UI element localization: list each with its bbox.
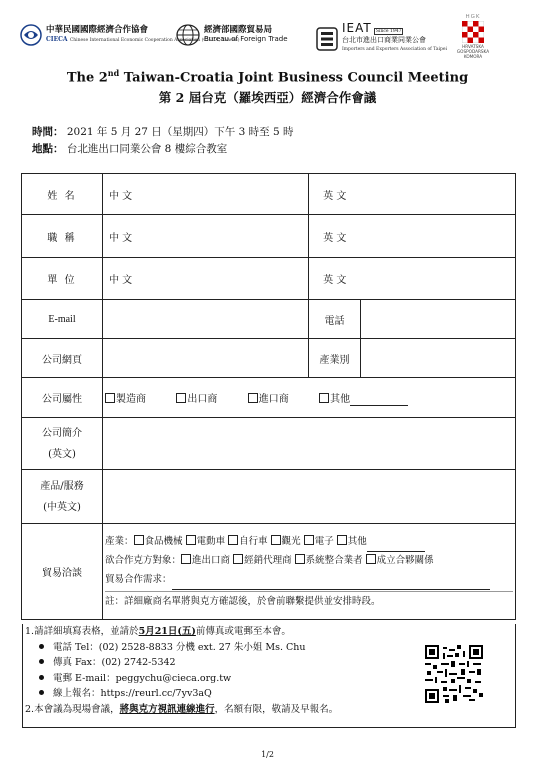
note-1 — [25, 624, 515, 640]
note-1-end: 前傳真或電郵至本會。 — [195, 626, 291, 637]
intro-row — [22, 418, 516, 470]
other-industry-label: 其他 — [347, 536, 367, 547]
ieat-since: Since 1947 — [375, 29, 402, 34]
intro-field[interactable] — [103, 418, 516, 470]
manufacturer-option-label: 製造商 — [116, 393, 146, 405]
ieat-emblem-icon — [316, 27, 338, 51]
boft-name: 經濟部國際貿易局 — [204, 25, 273, 35]
hgk-line1: HRVATSKA — [462, 44, 484, 49]
trade-row — [22, 524, 516, 620]
globe-icon — [176, 24, 200, 46]
hgk-abbr: HGK — [465, 14, 481, 20]
website-label: 公司網頁 — [22, 339, 103, 378]
hgk-logo — [455, 14, 491, 59]
product-row — [22, 470, 516, 524]
integrator-checkbox[interactable] — [295, 554, 305, 564]
page-number: 1/2 — [261, 750, 274, 759]
bicycle-label: 自行車 — [239, 536, 268, 547]
bullet-icon — [39, 644, 44, 649]
job-title-en-label: 英 文 — [309, 215, 361, 258]
product-label-line1: 產品/服務 — [40, 480, 84, 492]
hgk-line3: KOMORA — [463, 54, 483, 59]
ieat-zh: 台北市進出口商業同業公會 — [342, 36, 426, 44]
product-label-line2: (中英文) — [43, 501, 81, 513]
fax-text: 傳真 Fax：(02) 2742-5342 — [53, 657, 176, 668]
electronics-label: 電子 — [314, 536, 334, 547]
job-title-en-field[interactable] — [361, 215, 516, 258]
electronics-checkbox[interactable] — [304, 535, 314, 545]
trade-note: 註：詳細廠商名單將與克方確認後，於會前聯繫提供並安排時段。 — [105, 591, 513, 611]
other-industry-field[interactable] — [367, 532, 425, 552]
meeting-place — [32, 141, 227, 156]
partner-label: 欲合作克方對象： — [105, 555, 182, 566]
title-prefix: The 2 — [66, 70, 108, 86]
note-2 — [25, 702, 515, 718]
name-en-field[interactable] — [361, 174, 516, 215]
importer-option-label: 進口商 — [258, 393, 289, 405]
title-rest: Taiwan-Croatia Joint Business Council Meeting — [119, 70, 469, 86]
page-title-zh: 第 2 屆台克（羅埃西亞）經濟合作會議 — [158, 90, 377, 105]
note-1-start: 1.請詳細填寫表格，並請於 — [25, 626, 139, 637]
other-attribute-option-label: 其他 — [330, 393, 351, 405]
attribute-row — [22, 378, 516, 418]
online-registration-link[interactable]: 線上報名：https://reurl.cc/7yv3aQ — [53, 688, 212, 699]
distributor-label: 經銷代理商 — [244, 555, 292, 566]
product-field[interactable] — [103, 470, 516, 524]
partnership-checkbox[interactable] — [366, 554, 376, 564]
industry-label: 產業別 — [309, 339, 361, 378]
trade-details — [103, 524, 516, 620]
website-field[interactable] — [103, 339, 309, 378]
exporter-checkbox[interactable] — [176, 393, 186, 403]
trade-industry-line — [105, 532, 513, 551]
company-label: 單 位 — [22, 258, 103, 300]
tourism-checkbox[interactable] — [271, 535, 281, 545]
hgk-line2: GOSPODARSKA — [456, 49, 490, 54]
bullet-icon — [39, 659, 44, 664]
ieat-name: IEAT — [342, 21, 372, 35]
industry-field[interactable] — [361, 339, 516, 378]
food-machinery-label: 食品機械 — [144, 536, 183, 547]
company-zh-label: 中 文 — [103, 258, 155, 300]
time-value: 2021 年 5 月 27 日（星期四）下午 3 時至 5 時 — [66, 126, 294, 138]
need-field[interactable] — [172, 570, 490, 590]
name-en-label: 英 文 — [309, 174, 361, 215]
job-title-zh-field[interactable] — [155, 215, 309, 258]
deadline-date: 5月21日(五) — [138, 626, 196, 637]
company-row — [22, 258, 516, 300]
email-label: E-mail — [22, 300, 103, 339]
tel-text: 電話 Tel：(02) 2528-8833 分機 ext. 27 朱小姐 Ms. Chu — [53, 641, 306, 653]
company-en-field[interactable] — [361, 258, 516, 300]
ev-checkbox[interactable] — [186, 535, 196, 545]
bicycle-checkbox[interactable] — [228, 535, 238, 545]
import-export-label: 進出口商 — [192, 555, 231, 566]
title-sup: nd — [107, 68, 120, 78]
phone-label: 電話 — [309, 300, 361, 339]
cieca-emblem-icon — [20, 24, 42, 46]
importer-checkbox[interactable] — [248, 393, 258, 403]
ieat-subtitle: Importers and Exporters Association of Taipei — [342, 47, 448, 52]
name-row — [22, 174, 516, 215]
job-title-zh-label: 中 文 — [103, 215, 155, 258]
boft-logo — [176, 24, 288, 46]
note-2-end: ，名額有限，敬請及早報名。 — [214, 703, 339, 715]
partnership-label: 成立合夥關係 — [376, 555, 434, 566]
job-title-row — [22, 215, 516, 258]
intro-label-line2: (英文) — [48, 448, 76, 460]
place-value: 台北進出口同業公會 8 樓綜合教室 — [66, 143, 228, 155]
name-label: 姓 名 — [22, 174, 103, 215]
distributor-checkbox[interactable] — [233, 554, 243, 564]
exporter-option-label: 出口商 — [187, 393, 218, 405]
email-text[interactable]: 電郵 E-mail：peggychu@cieca.org.tw — [53, 672, 232, 684]
cieca-subtitle: Chinese International Economic Cooperation Association (CIECA, Taiwan) — [69, 37, 240, 43]
other-attribute-field[interactable] — [350, 394, 408, 406]
intro-label-line1: 公司簡介 — [42, 427, 82, 439]
trade-industry-label: 產業： — [105, 536, 134, 547]
meeting-time — [32, 124, 294, 139]
phone-field[interactable] — [361, 300, 516, 339]
page-title-en — [0, 68, 535, 85]
qr-code-icon[interactable] — [425, 645, 483, 703]
integrator-label: 系統整合業者 — [305, 555, 363, 566]
import-export-checkbox[interactable] — [181, 554, 191, 564]
cieca-name: 中華民國國際經濟合作協會 — [46, 24, 149, 35]
cieca-abbr: CIECA — [46, 35, 68, 43]
note-2-emphasis: 將與克方視訊連線進行 — [119, 703, 215, 715]
company-zh-field[interactable] — [155, 258, 309, 300]
food-machinery-checkbox[interactable] — [134, 535, 144, 545]
time-label: 時間： — [32, 126, 64, 138]
website-row — [22, 339, 516, 378]
hgk-checker-icon — [462, 21, 484, 43]
need-label: 貿易合作需求： — [105, 574, 172, 585]
name-zh-label: 中 文 — [103, 174, 155, 215]
bullet-icon — [39, 675, 44, 680]
intro-label — [22, 418, 103, 470]
other-industry-checkbox[interactable] — [337, 535, 347, 545]
partner-line — [105, 551, 513, 570]
trade-label: 貿易洽談 — [22, 524, 103, 620]
job-title-label: 職 稱 — [22, 215, 103, 258]
registration-form — [21, 173, 516, 620]
boft-subtitle: Bureau of Foreign Trade — [204, 35, 288, 43]
bullet-icon — [39, 690, 44, 695]
ev-label: 電動車 — [196, 536, 226, 547]
attribute-label: 公司屬性 — [22, 378, 103, 418]
email-row — [22, 300, 516, 339]
name-zh-field[interactable] — [155, 174, 309, 215]
ieat-logo — [316, 21, 448, 54]
product-label — [22, 470, 103, 524]
manufacturer-checkbox[interactable] — [105, 393, 115, 403]
other-attribute-checkbox[interactable] — [319, 393, 329, 403]
note-2-start: 2.本會議為現場會議， — [25, 703, 120, 715]
attribute-options — [103, 378, 516, 418]
company-en-label: 英 文 — [309, 258, 361, 300]
need-line — [105, 570, 513, 589]
email-field[interactable] — [103, 300, 309, 339]
place-label: 地點： — [32, 143, 64, 155]
tourism-label: 觀光 — [281, 536, 301, 547]
